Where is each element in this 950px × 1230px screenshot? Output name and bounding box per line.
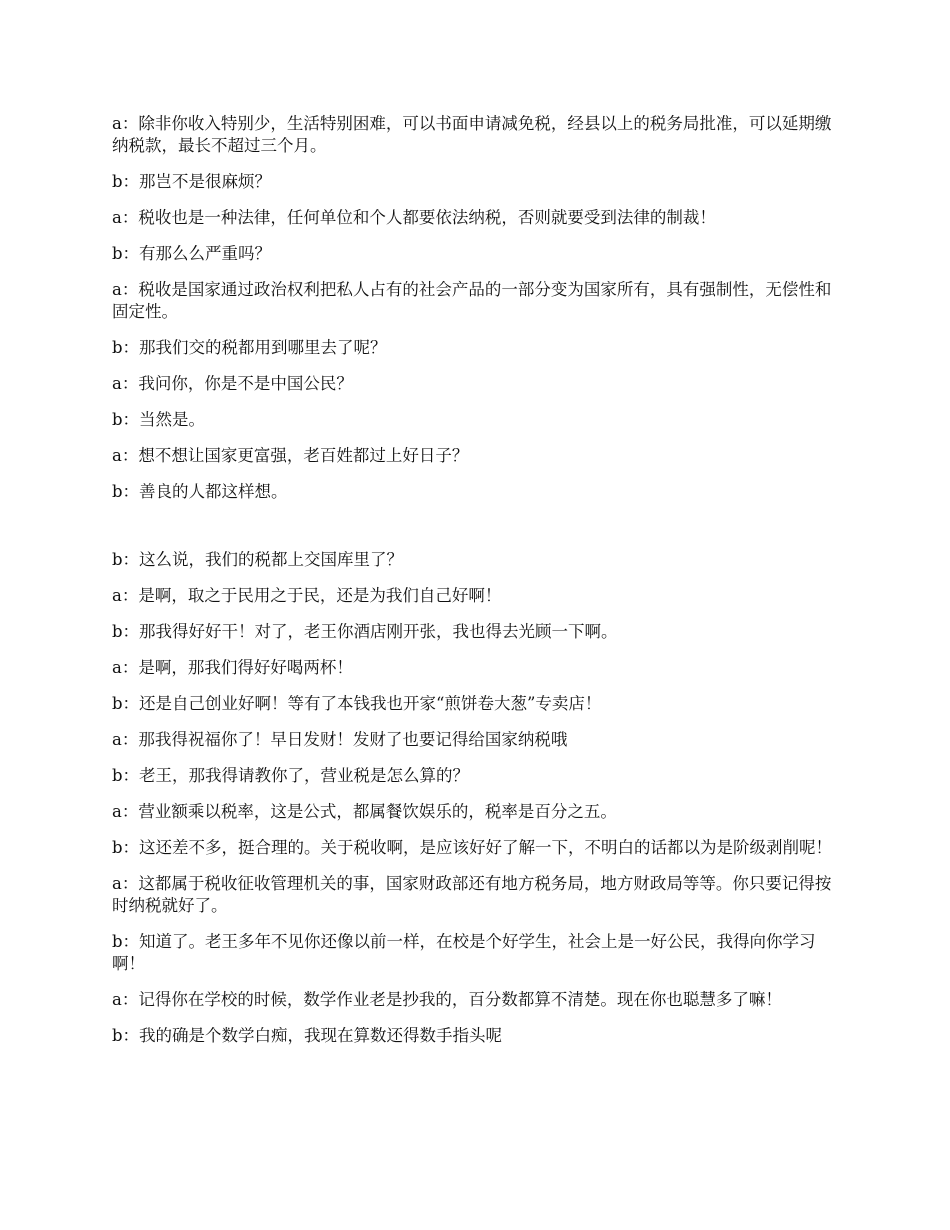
- dialogue-line: b：这么说，我们的税都上交国库里了？: [112, 550, 404, 569]
- dialogue-line: a：除非你收入特别少，生活特别困难，可以书面申请减免税，经县以上的税务局批准，可以延期缴纳税款，最长不超过三个月。: [112, 114, 832, 155]
- dialogue-line: b：老王，那我得请教你了，营业税是怎么算的？: [112, 766, 470, 785]
- dialogue-line: a：记得你在学校的时候，数学作业老是抄我的，百分数都算不清楚。现在你也聪慧多了嘛！: [112, 990, 782, 1009]
- dialogue-line: a：想不想让国家更富强，老百姓都过上好日子？: [112, 446, 469, 465]
- section-gap: [112, 517, 837, 549]
- dialogue-line: a：那我得祝福你了！早日发财！发财了也要记得给国家纳税哦: [112, 730, 568, 749]
- dialogue-line: b：当然是。: [112, 410, 206, 429]
- dialogue-line: a：税收也是一种法律，任何单位和个人都要依法纳税，否则就要受到法律的制裁！: [112, 208, 716, 227]
- dialogue-line: b：这还差不多，挺合理的。关于税收啊，是应该好好了解一下，不明白的话都以为是阶级剥削呢！: [112, 838, 833, 857]
- dialogue-line: a：营业额乘以税率，这是公式，都属餐饮娱乐的，税率是百分之五。: [112, 802, 617, 821]
- dialogue-line: a：是啊，取之于民用之于民，还是为我们自己好啊！: [112, 586, 502, 605]
- dialogue-line: b：善良的人都这样想。: [112, 482, 288, 501]
- dialogue-line: b：那岂不是很麻烦？: [112, 172, 272, 191]
- dialogue-line: b：那我得好好干！对了，老王你酒店刚开张，我也得去光顾一下啊。: [112, 622, 618, 641]
- dialogue-line: b：还是自己创业好啊！等有了本钱我也开家“煎饼卷大葱”专卖店！: [112, 694, 602, 713]
- document-page: [112, 113, 837, 1061]
- dialogue-line: a：我问你，你是不是中国公民？: [112, 374, 353, 393]
- dialogue-line: a：税收是国家通过政治权利把私人占有的社会产品的一部分变为国家所有，具有强制性，无偿性和固定性。: [112, 280, 832, 321]
- dialogue-line: b：知道了。老王多年不见你还像以前一样，在校是个好学生，社会上是一好公民，我得向你学习啊！: [112, 932, 816, 973]
- dialogue-line: a：这都属于税收征收管理机关的事，国家财政部还有地方税务局，地方财政局等等。你只要记得按时纳税就好了。: [112, 874, 832, 915]
- dialogue-line: b：有那么么严重吗？: [112, 244, 272, 263]
- dialogue-line: b：我的确是个数学白痴，我现在算数还得数手指头呢: [112, 1026, 503, 1045]
- dialogue-line: a：是啊，那我们得好好喝两杯！: [112, 658, 353, 677]
- dialogue-line: b：那我们交的税都用到哪里去了呢？: [112, 338, 387, 357]
